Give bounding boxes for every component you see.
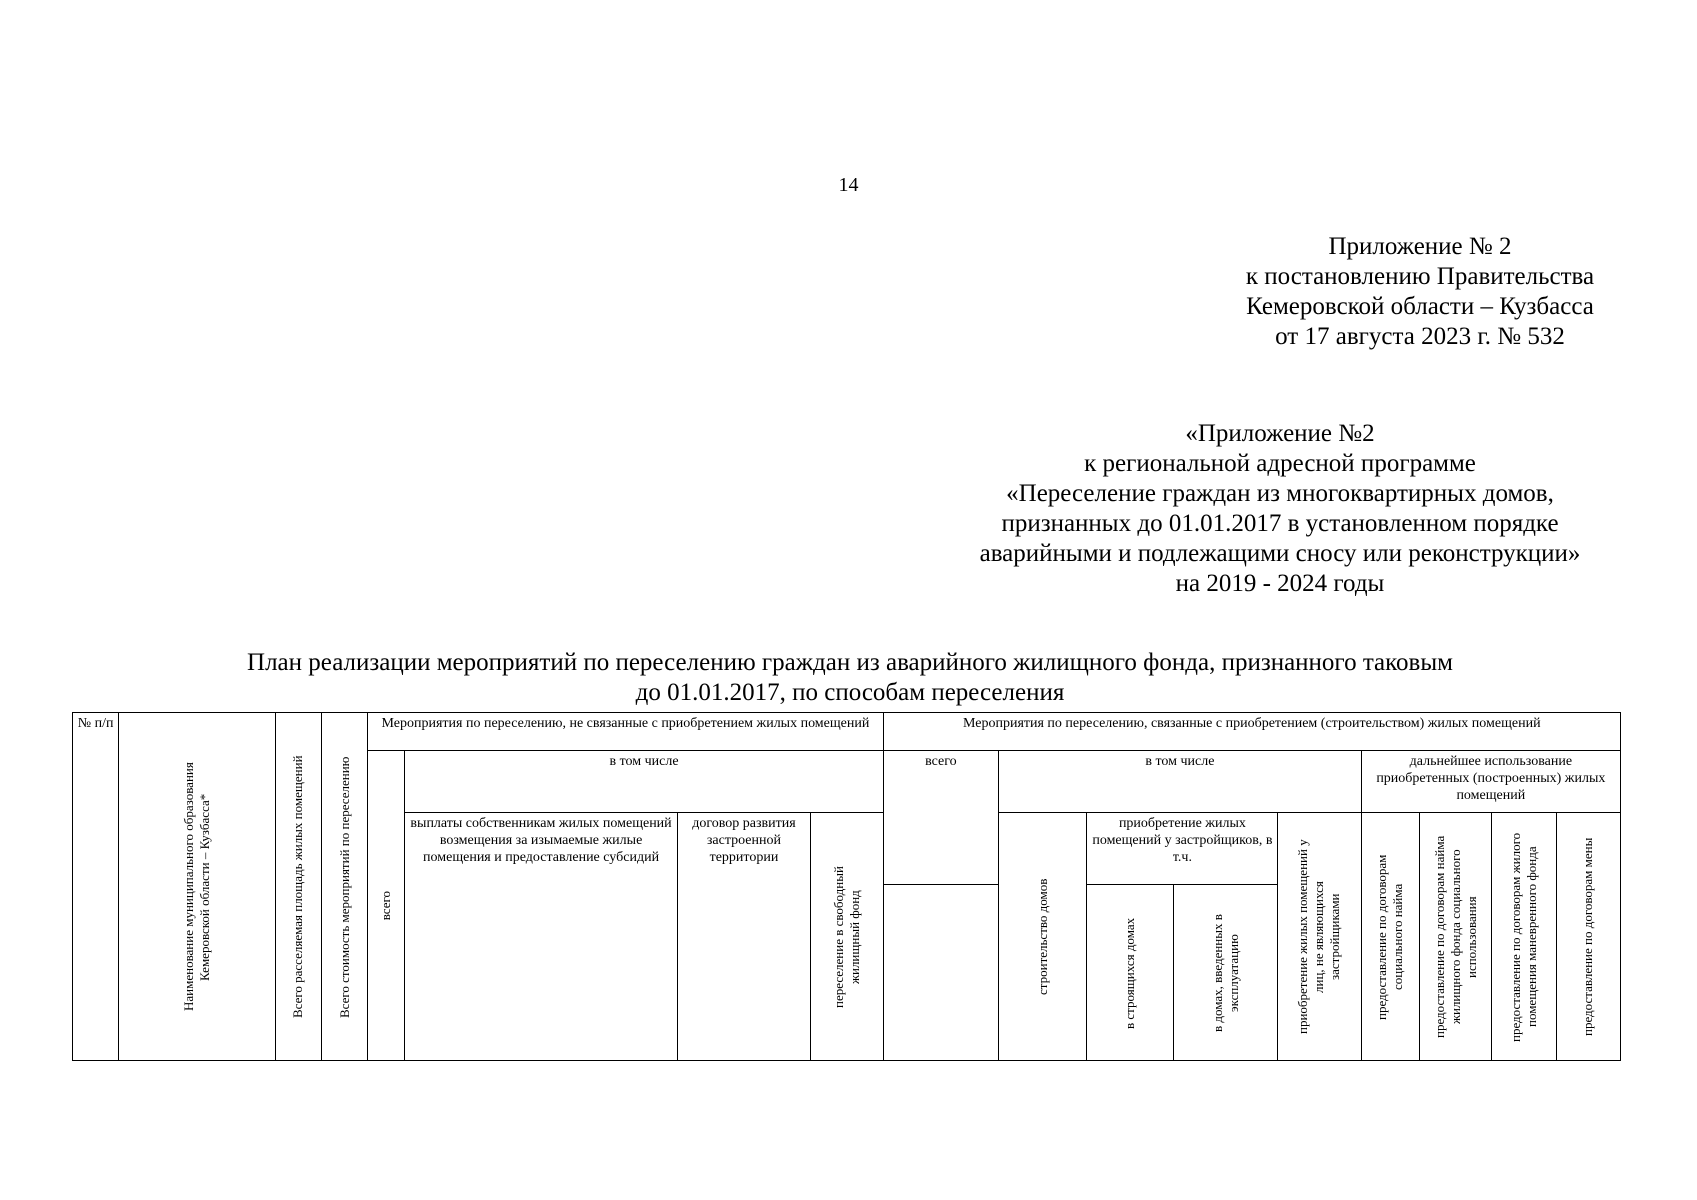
plan-title-line-1: План реализации мероприятий по переселению граждан из аварийного жилищного фонда, признанного таковым [247, 649, 1453, 676]
header-total-area: Всего расселяемая площадь жилых помещений [275, 713, 321, 1061]
header-including-acquisition: в том числе [999, 751, 1362, 813]
plan-title-line-2: до 01.01.2017, по способам переселения [635, 679, 1065, 706]
header-including-not-acquisition: в том числе [405, 751, 883, 813]
appendix-line-2: к постановлению Правительства [1245, 263, 1595, 290]
program-line-6: на 2019 - 2024 годы [1175, 570, 1385, 597]
header-total-acquisition-blank [883, 885, 999, 1061]
program-line-5: аварийными и подлежащими сносу или реконструкции» [979, 540, 1581, 567]
appendix-line-4: от 17 августа 2023 г. № 532 [1275, 323, 1565, 350]
header-development-contract: договор развития застроенной территории [677, 813, 811, 1061]
plan-title [130, 648, 1570, 708]
program-line-4: признанных до 01.01.2017 в установленном порядке [1001, 510, 1559, 537]
header-purchase-other: приобретение жилых помещений у лиц, не являющихся застройщиками [1278, 813, 1361, 1061]
header-social-lease: предоставление по договорам социального найма [1361, 813, 1419, 1061]
header-total-cost: Всего стоимость мероприятий по переселению [322, 713, 368, 1061]
header-further-use: дальнейшее использование приобретенных (построенных) жилых помещений [1361, 751, 1620, 813]
header-social-use: предоставление по договорам найма жилищного фонда социального использования [1419, 813, 1491, 1061]
program-line-2: к региональной адресной программе [1084, 450, 1476, 477]
header-total-acquisition: всего [883, 751, 999, 885]
program-block [910, 419, 1650, 599]
header-in-operation: в домах, введенных в эксплуатацию [1173, 885, 1277, 1061]
header-municipality: Наименование муниципального образования Кемеровской области – Кузбасса* [119, 713, 276, 1061]
appendix-line-3: Кемеровской области – Кузбасса [1246, 293, 1594, 320]
page-number: 14 [838, 174, 859, 196]
header-maneuver-fund: предоставление по договорам жилого помещения маневренного фонда [1492, 813, 1556, 1061]
program-line-3: «Переселение граждан из многоквартирных домов, [1006, 480, 1554, 507]
header-total-not-acquisition: всего [368, 751, 405, 1061]
appendix-block [1190, 232, 1650, 352]
header-under-construction: в строящихся домах [1087, 885, 1173, 1061]
program-line-1: «Приложение №2 [1185, 420, 1375, 447]
header-num: № п/п [73, 713, 119, 1061]
appendix-line-1: Приложение № 2 [1328, 233, 1512, 260]
header-free-fund: переселение в свободный жилищный фонд [811, 813, 883, 1061]
header-exchange: предоставление по договорам мены [1556, 813, 1620, 1061]
header-group-acquisition: Мероприятия по переселению, связанные с приобретением (строительством) жилых помещений [883, 713, 1620, 751]
resettlement-plan-table [72, 712, 1621, 1061]
header-group-not-acquisition: Мероприятия по переселению, не связанные с приобретением жилых помещений [368, 713, 883, 751]
header-purchase-developers: приобретение жилых помещений у застройщиков, в т.ч. [1087, 813, 1278, 885]
header-payments: выплаты собственникам жилых помещений возмещения за изымаемые жилые помещения и предоставление субсидий [405, 813, 677, 1061]
header-construction: строительство домов [999, 813, 1087, 1061]
